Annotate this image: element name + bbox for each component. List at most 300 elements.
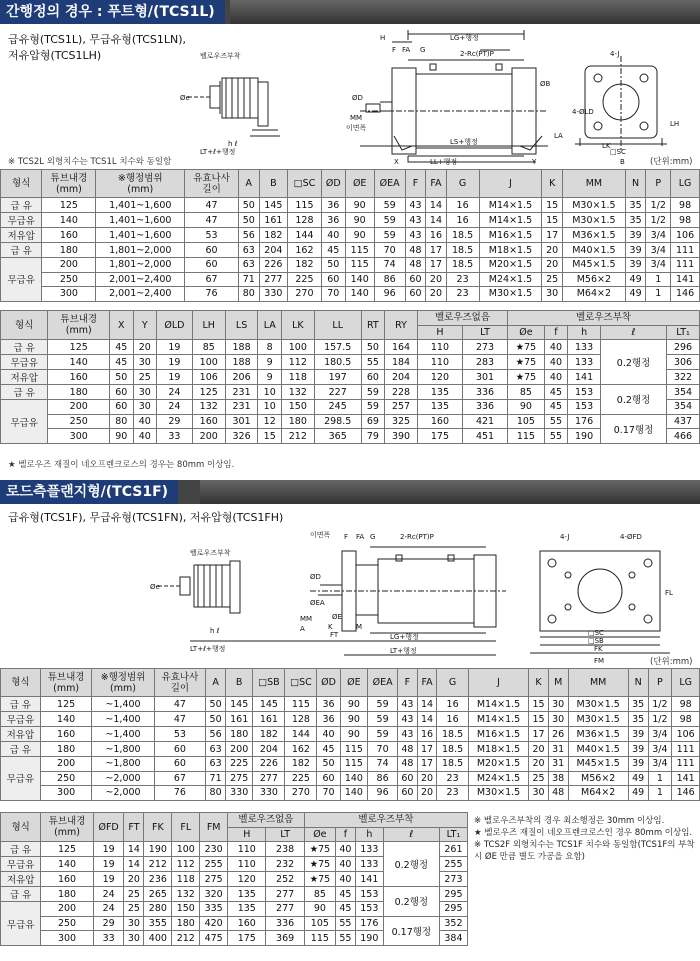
t2-row bbox=[1, 385, 700, 400]
t3-cell: 63 bbox=[206, 757, 226, 772]
t1-row bbox=[1, 287, 700, 302]
t3-cell: 330 bbox=[225, 786, 253, 801]
t1-cell: 20 bbox=[426, 272, 446, 287]
t3-cell: 96 bbox=[368, 786, 398, 801]
t1-cell: M30×1.5 bbox=[562, 213, 625, 228]
t1-cell: 50 bbox=[321, 258, 345, 273]
t1-cell: 16 bbox=[426, 228, 446, 243]
t4-cell: 180 bbox=[172, 916, 200, 931]
t4-model-cell: 무급유 bbox=[1, 857, 41, 872]
t2-cell: 30 bbox=[133, 400, 156, 415]
section1-subtitle-1: 급유형(TCS1L), 무급유형(TCS1LN), bbox=[8, 33, 186, 46]
t2-cell: 300 bbox=[48, 429, 110, 444]
t2-header-cell: 형식 bbox=[1, 311, 48, 340]
t1-cell: 43 bbox=[405, 228, 425, 243]
t2-cell: 8 bbox=[258, 340, 281, 355]
t2-cell: 12 bbox=[258, 414, 281, 429]
dim2-bellows: 벨로우즈부착 bbox=[190, 549, 231, 557]
dim-phi-b: ØB bbox=[540, 80, 551, 88]
t4-cell: 55 bbox=[335, 916, 355, 931]
s2-notes bbox=[474, 815, 696, 863]
t1-cell: 48 bbox=[405, 243, 425, 258]
t1-cell: 1/2 bbox=[646, 213, 671, 228]
t2-cell: 19 bbox=[156, 370, 192, 385]
t3-header-cell: M bbox=[548, 669, 568, 697]
dim-x: X bbox=[394, 158, 399, 166]
t4-subheader-cell: H bbox=[228, 827, 266, 842]
t2-header-cell: 튜브내경 (mm) bbox=[48, 311, 110, 340]
t1-cell: M18×1.5 bbox=[479, 243, 542, 258]
t4-cell: 105 bbox=[304, 916, 335, 931]
t1-header-cell: ØE bbox=[345, 170, 374, 198]
t1-cell: 49 bbox=[625, 287, 645, 302]
t2-cell: 228 bbox=[385, 385, 418, 400]
t2-cell: 180.5 bbox=[314, 355, 361, 370]
t2-row bbox=[1, 370, 700, 385]
t1-row bbox=[1, 272, 700, 287]
t3-cell: 48 bbox=[398, 757, 418, 772]
t2-cell: 257 bbox=[385, 400, 418, 415]
t4-cell: 320 bbox=[200, 887, 228, 902]
t4-cell: 200 bbox=[41, 902, 93, 917]
t3-cell: 15 bbox=[529, 712, 549, 727]
t2-cell: 40 bbox=[133, 414, 156, 429]
t3-cell: 3/4 bbox=[648, 727, 672, 742]
t1-cell: 140 bbox=[42, 213, 96, 228]
t1-cell: 63 bbox=[239, 243, 259, 258]
t4-cell: 150 bbox=[172, 902, 200, 917]
t3-model-cell: 저유압 bbox=[1, 727, 41, 742]
t3-cell: 43 bbox=[398, 697, 418, 712]
t1-cell: 141 bbox=[671, 272, 700, 287]
t1-cell: 111 bbox=[671, 243, 700, 258]
t3-row bbox=[1, 712, 700, 727]
t4-subheader-cell: LT bbox=[266, 827, 304, 842]
t4-cell: 190 bbox=[355, 931, 383, 946]
t1-cell: 180 bbox=[42, 243, 96, 258]
t1-model-cell: 무급유 bbox=[1, 258, 42, 302]
t2-cell: 157.5 bbox=[314, 340, 361, 355]
dim-ls: LS+행정 bbox=[450, 138, 478, 146]
t1-row bbox=[1, 213, 700, 228]
t4-cell: 295 bbox=[439, 887, 467, 902]
dim-la: LA bbox=[554, 132, 563, 140]
t3-header-cell: □SC bbox=[285, 669, 317, 697]
t4-cell: 141 bbox=[355, 872, 383, 887]
t1-cell: M40×1.5 bbox=[562, 243, 625, 258]
t2-cell: 160 bbox=[48, 370, 110, 385]
t2-header-cell: RY bbox=[385, 311, 418, 340]
t4-cell: 29 bbox=[93, 916, 124, 931]
t2-cell: 105 bbox=[508, 414, 545, 429]
t2-cell: 50 bbox=[361, 340, 384, 355]
t3-header-cell: J bbox=[468, 669, 528, 697]
t4-cell: 261 bbox=[439, 842, 467, 857]
t2-cell: 40 bbox=[544, 370, 567, 385]
t1-row bbox=[1, 198, 700, 213]
t1-cell: 23 bbox=[446, 287, 479, 302]
t1-header-cell: J bbox=[479, 170, 542, 198]
dim2-f: F bbox=[344, 533, 349, 541]
s2-unit: (단위:mm) bbox=[650, 657, 693, 667]
t1-cell: 17 bbox=[426, 258, 446, 273]
t1-cell: 2,001~2,400 bbox=[96, 287, 185, 302]
t3-cell: M24×1.5 bbox=[468, 771, 528, 786]
t2-cell: 115 bbox=[508, 429, 545, 444]
t1-cell: 1,401~1,600 bbox=[96, 213, 185, 228]
t1-header-cell: 형식 bbox=[1, 170, 42, 198]
dim2-m: M bbox=[356, 623, 363, 631]
t1-model-cell: 급 유 bbox=[1, 198, 42, 213]
t1-cell: 67 bbox=[185, 272, 239, 287]
t3-cell: 35 bbox=[628, 712, 648, 727]
t2-row bbox=[1, 414, 700, 429]
t1-cell: 35 bbox=[625, 198, 645, 213]
t4-cell: 40 bbox=[335, 857, 355, 872]
t2-cell: 40 bbox=[544, 340, 567, 355]
t2-header-cell: LA bbox=[258, 311, 281, 340]
t4-l-cell: 0.2행정 bbox=[383, 887, 439, 917]
t3-model-cell: 무급유 bbox=[1, 712, 41, 727]
t4-subheader-cell: LT₁ bbox=[439, 827, 467, 842]
t4-cell: 153 bbox=[355, 887, 383, 902]
t1-cell: 39 bbox=[625, 228, 645, 243]
t3-cell: 128 bbox=[285, 712, 317, 727]
t1-cell: 39 bbox=[625, 258, 645, 273]
t1-cell: 115 bbox=[288, 198, 321, 213]
t4-header-cell: FK bbox=[144, 813, 172, 842]
t2-cell: 354 bbox=[667, 400, 700, 415]
section1-title: 간행정의 경우 : 푸트형/(TCS1L) bbox=[0, 0, 225, 24]
t3-header-cell: ØEA bbox=[368, 669, 398, 697]
t3-cell: 60 bbox=[154, 742, 206, 757]
t1-model-cell: 무급유 bbox=[1, 213, 42, 228]
t2-cell: 176 bbox=[568, 414, 601, 429]
t3-header-cell: 형식 bbox=[1, 669, 41, 697]
t2-cell: 60 bbox=[361, 370, 384, 385]
t1-cell: 70 bbox=[374, 243, 405, 258]
t3-cell: 17 bbox=[417, 757, 437, 772]
t1-cell: 60 bbox=[405, 287, 425, 302]
t3-header-cell: B bbox=[225, 669, 253, 697]
t4-cell: 232 bbox=[266, 857, 304, 872]
t3-row bbox=[1, 771, 700, 786]
t2-cell: 466 bbox=[667, 429, 700, 444]
t4-cell: 120 bbox=[228, 872, 266, 887]
t1-cell: 161 bbox=[259, 213, 288, 228]
foot-mount-drawing bbox=[180, 26, 700, 166]
t3-cell: 70 bbox=[368, 742, 398, 757]
t1-cell: 53 bbox=[185, 228, 239, 243]
t3-cell: ~2,000 bbox=[92, 771, 154, 786]
t4-cell: 30 bbox=[124, 931, 144, 946]
t1-cell: 1 bbox=[646, 272, 671, 287]
t2-cell: 190 bbox=[568, 429, 601, 444]
t3-model-cell: 급 유 bbox=[1, 742, 41, 757]
dim-lg: LG+행정 bbox=[450, 34, 479, 42]
dim2-4fd: 4-ØFD bbox=[620, 533, 642, 541]
t2-l-cell: 0.2행정 bbox=[601, 385, 667, 415]
t1-cell: 300 bbox=[42, 287, 96, 302]
t3-cell: 53 bbox=[154, 727, 206, 742]
t4-cell: 115 bbox=[304, 931, 335, 946]
t2-cell: 125 bbox=[192, 385, 225, 400]
t4-l-cell: 0.2행정 bbox=[383, 842, 439, 887]
t2-row bbox=[1, 340, 700, 355]
t3-cell: 90 bbox=[340, 712, 368, 727]
t2-cell: 296 bbox=[667, 340, 700, 355]
t1-header-cell: ØD bbox=[321, 170, 345, 198]
t3-cell: 160 bbox=[40, 727, 92, 742]
s1-unit: (단위:mm) bbox=[650, 157, 693, 167]
dim-fa: FA bbox=[402, 46, 411, 54]
t3-cell: 3/4 bbox=[648, 742, 672, 757]
t3-header-cell: LG bbox=[672, 669, 700, 697]
t4-cell: 45 bbox=[335, 902, 355, 917]
t2-cell: 79 bbox=[361, 429, 384, 444]
t1-cell: 1,801~2,000 bbox=[96, 258, 185, 273]
t1-row bbox=[1, 228, 700, 243]
t3-cell: M30×1.5 bbox=[568, 712, 628, 727]
t2-header-cell: LL bbox=[314, 311, 361, 340]
t1-header-cell: F bbox=[405, 170, 425, 198]
t1-cell: M14×1.5 bbox=[479, 198, 542, 213]
t4-cell: 40 bbox=[335, 872, 355, 887]
t1-cell: M24×1.5 bbox=[479, 272, 542, 287]
t1-header-cell: □SC bbox=[288, 170, 321, 198]
t2-cell: 390 bbox=[385, 429, 418, 444]
dim2-lt: LT+행정 bbox=[390, 647, 417, 655]
t3-cell: 18.5 bbox=[437, 727, 468, 742]
t2-cell: 19 bbox=[156, 355, 192, 370]
t3-cell: 16 bbox=[437, 712, 468, 727]
t1-cell: 330 bbox=[259, 287, 288, 302]
dim2-lg: LG+행정 bbox=[390, 633, 419, 641]
t3-cell: 48 bbox=[548, 786, 568, 801]
t2-cell: 325 bbox=[385, 414, 418, 429]
t2-subheader-cell: LT₁ bbox=[667, 325, 700, 340]
t1-cell: 204 bbox=[259, 243, 288, 258]
t2-cell: 10 bbox=[258, 400, 281, 415]
t3-header-cell: 유효나사 길이 bbox=[154, 669, 206, 697]
t1-cell: 59 bbox=[374, 198, 405, 213]
t4-cell: 132 bbox=[172, 887, 200, 902]
t2-cell: 118 bbox=[281, 370, 314, 385]
t3-cell: 182 bbox=[285, 757, 317, 772]
t4-cell: 20 bbox=[124, 872, 144, 887]
t3-cell: 1/2 bbox=[648, 712, 672, 727]
dim-phi-d: ØD bbox=[352, 94, 363, 102]
t2-cell: 90 bbox=[110, 429, 133, 444]
t1-header-cell: B bbox=[259, 170, 288, 198]
t2-cell: 59 bbox=[361, 400, 384, 415]
t1-cell: 225 bbox=[288, 272, 321, 287]
t2-cell: 59 bbox=[361, 385, 384, 400]
dim-lk: LK bbox=[602, 142, 611, 150]
t4-cell: 112 bbox=[172, 857, 200, 872]
t4-cell: 24 bbox=[93, 887, 124, 902]
t3-cell: 25 bbox=[529, 771, 549, 786]
t1-cell: 128 bbox=[288, 213, 321, 228]
t2-cell: 100 bbox=[192, 355, 225, 370]
t2-cell: 120 bbox=[417, 370, 462, 385]
t4-cell: 238 bbox=[266, 842, 304, 857]
t3-cell: 67 bbox=[154, 771, 206, 786]
t2-cell: 40 bbox=[133, 429, 156, 444]
t1-cell: 74 bbox=[374, 258, 405, 273]
dim2-g: G bbox=[370, 533, 376, 541]
t3-header-cell: F bbox=[398, 669, 418, 697]
t3-cell: 76 bbox=[154, 786, 206, 801]
t3-cell: 115 bbox=[340, 757, 368, 772]
t4-cell: 55 bbox=[335, 931, 355, 946]
t4-cell: 273 bbox=[439, 872, 467, 887]
t4-cell: 14 bbox=[124, 842, 144, 857]
t3-header-cell: MM bbox=[568, 669, 628, 697]
t1-row bbox=[1, 258, 700, 273]
t3-cell: 161 bbox=[253, 712, 285, 727]
header-fill bbox=[230, 0, 700, 24]
t2-cell: 125 bbox=[48, 340, 110, 355]
t3-cell: 60 bbox=[398, 786, 418, 801]
t4-header-cell: 형식 bbox=[1, 813, 41, 842]
t2-header-cell: Y bbox=[133, 311, 156, 340]
t2-cell: 100 bbox=[281, 340, 314, 355]
t4-cell: 24 bbox=[93, 902, 124, 917]
dim-4ld: 4-ØLD bbox=[572, 108, 594, 116]
t3-row bbox=[1, 757, 700, 772]
t2-model-cell: 무급유 bbox=[1, 355, 48, 370]
header-fill bbox=[200, 480, 700, 504]
t4-cell: 33 bbox=[93, 931, 124, 946]
t2-cell: 60 bbox=[110, 400, 133, 415]
t4-cell: 369 bbox=[266, 931, 304, 946]
t2-cell: 283 bbox=[463, 355, 508, 370]
t2-cell: 204 bbox=[385, 370, 418, 385]
t3-model-cell: 무급유 bbox=[1, 757, 41, 801]
t4-cell: 110 bbox=[228, 857, 266, 872]
t3-cell: 48 bbox=[398, 742, 418, 757]
t3-cell: 146 bbox=[672, 786, 700, 801]
t3-cell: 1 bbox=[648, 786, 672, 801]
t2-cell: 200 bbox=[48, 400, 110, 415]
t4-cell: 118 bbox=[172, 872, 200, 887]
t3-cell: 277 bbox=[253, 771, 285, 786]
t4-cell: 352 bbox=[439, 916, 467, 931]
t3-cell: 47 bbox=[154, 712, 206, 727]
t4-cell: 265 bbox=[144, 887, 172, 902]
t2-cell: 45 bbox=[110, 340, 133, 355]
t3-header-cell: N bbox=[628, 669, 648, 697]
t4-cell: 90 bbox=[304, 902, 335, 917]
t3-cell: 60 bbox=[317, 771, 340, 786]
t1-header-cell: MM bbox=[562, 170, 625, 198]
t4-cell: 384 bbox=[439, 931, 467, 946]
dim-b: B bbox=[620, 158, 625, 166]
t3-cell: 225 bbox=[225, 757, 253, 772]
t3-cell: 3/4 bbox=[648, 757, 672, 772]
t1-cell: 49 bbox=[625, 272, 645, 287]
dim-phi-e: Øe bbox=[180, 94, 190, 102]
t4-cell: 19 bbox=[93, 857, 124, 872]
t2-cell: 231 bbox=[225, 400, 258, 415]
t3-cell: M30×1.5 bbox=[568, 697, 628, 712]
t1-cell: 1,401~1,600 bbox=[96, 228, 185, 243]
t1-cell: 63 bbox=[239, 258, 259, 273]
t3-cell: 43 bbox=[398, 727, 418, 742]
t1-cell: 80 bbox=[239, 287, 259, 302]
t1-header-cell: 유효나사 길이 bbox=[185, 170, 239, 198]
dim2-a: A bbox=[300, 625, 305, 633]
t1-cell: 1,401~1,600 bbox=[96, 198, 185, 213]
t1-model-cell: 저유압 bbox=[1, 228, 42, 243]
t4-cell: 19 bbox=[93, 872, 124, 887]
t2-cell: 33 bbox=[156, 429, 192, 444]
t1-cell: 182 bbox=[259, 228, 288, 243]
t4-cell: 236 bbox=[144, 872, 172, 887]
t3-cell: 140 bbox=[340, 786, 368, 801]
t3-cell: 40 bbox=[317, 727, 340, 742]
t1-cell: 47 bbox=[185, 198, 239, 213]
t2-subheader-cell: LT bbox=[463, 325, 508, 340]
t3-cell: 31 bbox=[548, 742, 568, 757]
dim-f: F bbox=[392, 46, 397, 54]
t4-cell: 295 bbox=[439, 902, 467, 917]
t1-cell: 182 bbox=[288, 258, 321, 273]
t1-cell: 40 bbox=[321, 228, 345, 243]
t2-model-cell: 급 유 bbox=[1, 385, 48, 400]
t2-cell: 245 bbox=[314, 400, 361, 415]
t3-cell: 39 bbox=[628, 742, 648, 757]
t4-cell: 160 bbox=[228, 916, 266, 931]
t3-cell: 204 bbox=[253, 742, 285, 757]
t2-cell: 50 bbox=[110, 370, 133, 385]
t2-cell: 298.5 bbox=[314, 414, 361, 429]
t3-cell: 15 bbox=[529, 697, 549, 712]
t2-cell: 326 bbox=[225, 429, 258, 444]
t2-cell: 184 bbox=[385, 355, 418, 370]
dim2-fl: FL bbox=[665, 589, 673, 597]
t3-cell: 39 bbox=[628, 727, 648, 742]
t4-cell: 30 bbox=[124, 916, 144, 931]
t4-cell: ★75 bbox=[304, 842, 335, 857]
t3-cell: 20 bbox=[417, 771, 437, 786]
t4-cell: 252 bbox=[266, 872, 304, 887]
t1-cell: 96 bbox=[374, 287, 405, 302]
t3-cell: 23 bbox=[437, 771, 468, 786]
t1-cell: 115 bbox=[345, 258, 374, 273]
t4-cell: 475 bbox=[200, 931, 228, 946]
t1-cell: 60 bbox=[185, 243, 239, 258]
t2-cell: 273 bbox=[463, 340, 508, 355]
t2-header-cell: 벨로우즈없음 bbox=[417, 311, 507, 326]
t2-cell: 336 bbox=[463, 385, 508, 400]
dim-lh: LH bbox=[670, 120, 680, 128]
t2-cell: 19 bbox=[156, 340, 192, 355]
t4-cell: 255 bbox=[200, 857, 228, 872]
t4-cell: 335 bbox=[200, 902, 228, 917]
t1-cell: 59 bbox=[374, 228, 405, 243]
t3-cell: M45×1.5 bbox=[568, 757, 628, 772]
t2-cell: 132 bbox=[281, 385, 314, 400]
t3-header-cell: G bbox=[437, 669, 468, 697]
t1-header-cell: N bbox=[625, 170, 645, 198]
t1-cell: 43 bbox=[405, 213, 425, 228]
t4-cell: ★75 bbox=[304, 857, 335, 872]
t2-cell: 175 bbox=[417, 429, 462, 444]
t2-cell: ★75 bbox=[508, 340, 545, 355]
t1-header-cell: G bbox=[446, 170, 479, 198]
